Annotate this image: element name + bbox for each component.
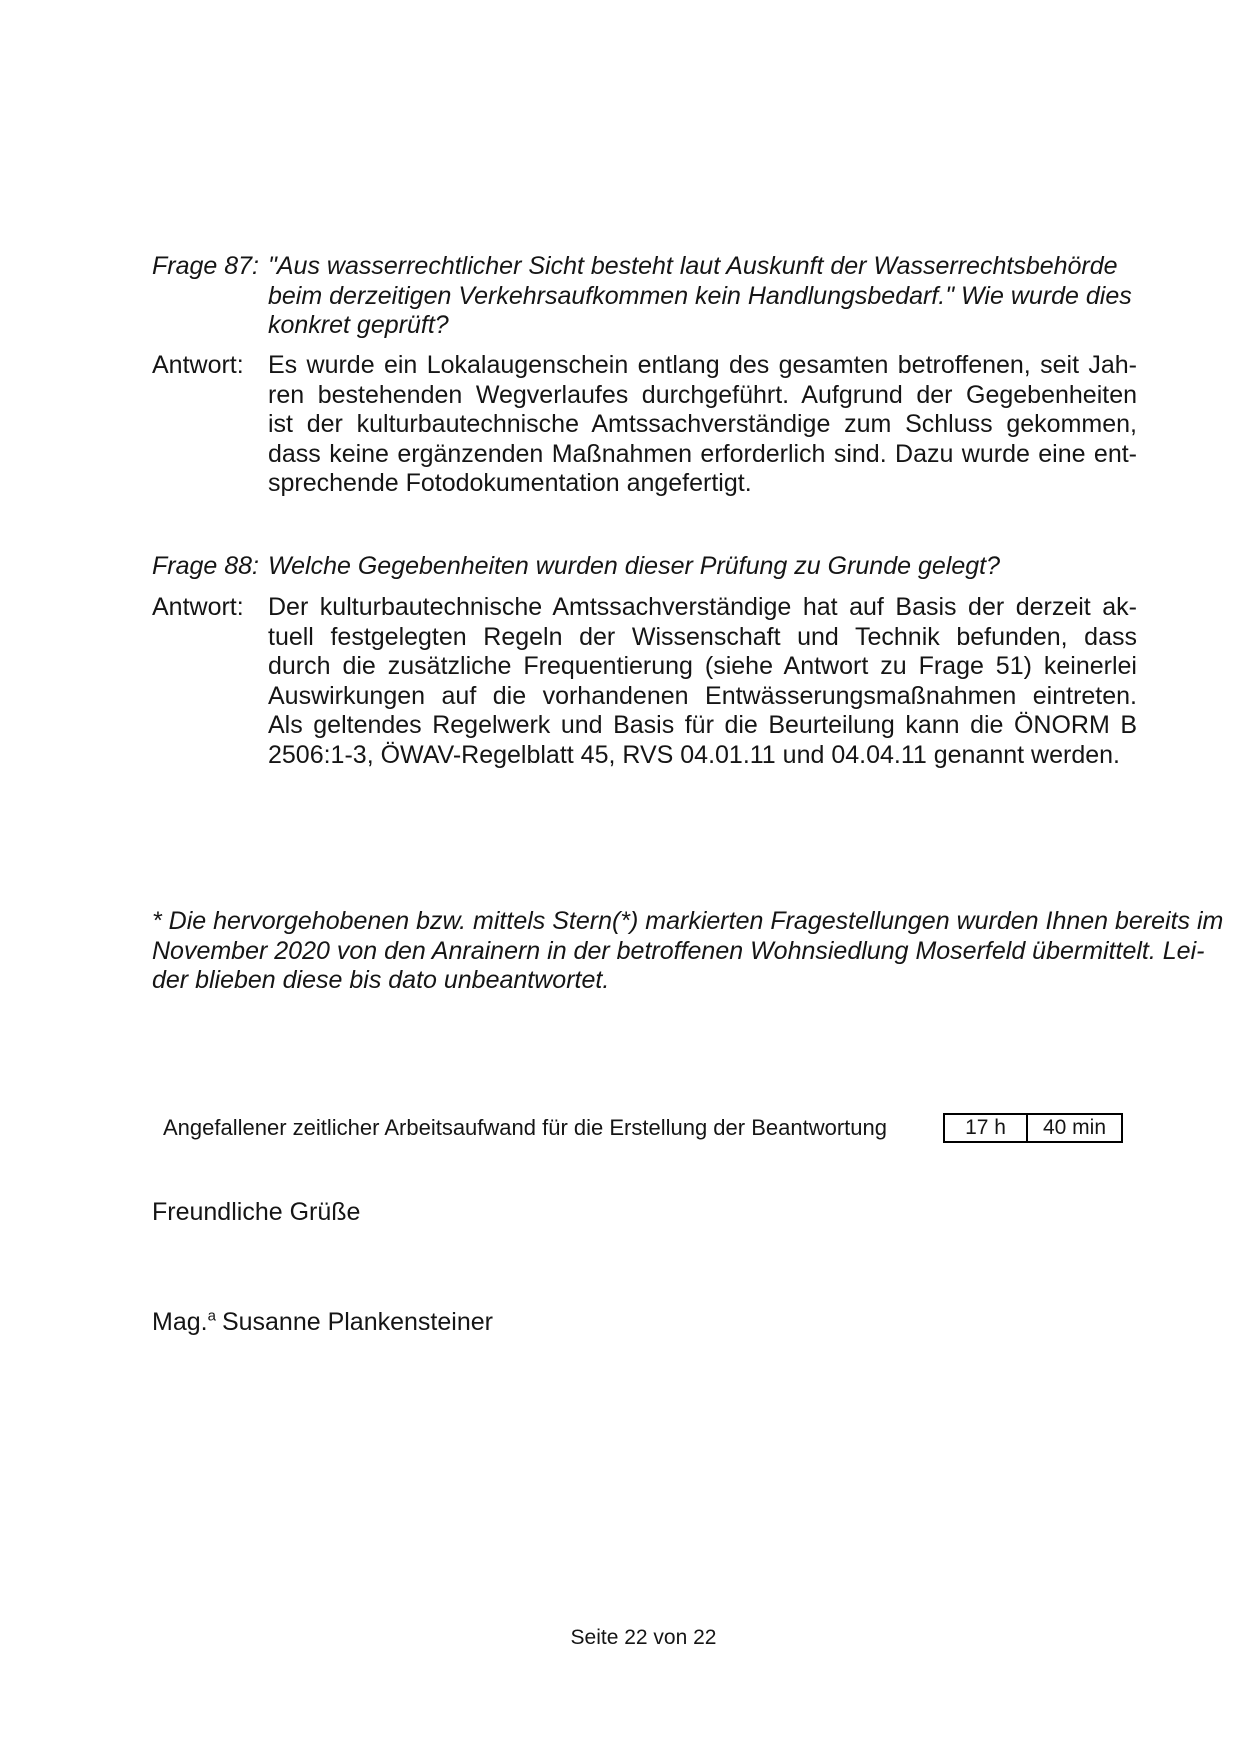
question-88-label: Frage 88:: [152, 552, 260, 580]
text-line: "Aus wasserrechtlicher Sicht besteht laut Auskunft der Wasserrechtsbehörde: [268, 252, 1118, 280]
text-line: November 2020 von den Anrainern in der betroffenen Wohnsiedlung Moserfeld übermittelt. Lei-: [152, 936, 1205, 965]
closing-greeting: Freundliche Grüße: [152, 1198, 361, 1226]
text-line: sprechende Fotodokumentation angefertigt.: [268, 469, 752, 497]
answer-88-text: [268, 593, 1137, 770]
star-footnote: [152, 907, 1224, 996]
signature-line: [152, 1308, 493, 1338]
signature-name: Susanne Plankensteiner: [221, 1308, 493, 1336]
text-line: ren bestehenden Wegverlaufes durchgeführt. Aufgrund der Gegebenheiten: [268, 380, 1137, 409]
question-87-block: [152, 252, 1137, 341]
text-line: Welche Gegebenheiten wurden dieser Prüfung zu Grunde gelegt?: [268, 552, 1000, 580]
question-87-label: Frage 87:: [152, 252, 260, 280]
answer-87-label: Antwort:: [152, 351, 244, 379]
question-87-text: [268, 252, 1137, 341]
question-88-block: [152, 552, 1137, 582]
text-line: Auswirkungen auf die vorhandenen Entwässerungsmaßnahmen eintreten.: [268, 681, 1137, 710]
text-line: tuell festgelegten Regeln der Wissenschaft und Technik befunden, dass: [268, 622, 1137, 651]
answer-87-block: [152, 351, 1137, 499]
text-line: ist der kulturbautechnische Amtssachverständige zum Schluss gekommen,: [268, 410, 1137, 438]
text-line: Der kulturbautechnische Amtssachverständige hat auf Basis der derzeit ak-: [268, 593, 1137, 621]
text-line: der blieben diese bis dato unbeantwortet.: [152, 966, 610, 994]
text-line: durch die zusätzliche Frequentierung (siehe Antwort zu Frage 51) keinerlei: [268, 652, 1137, 680]
page-number: Seite 22 von 22: [570, 1626, 717, 1649]
answer-87-text: [268, 351, 1137, 499]
answer-88-block: [152, 593, 1137, 770]
signature-title: Mag.: [152, 1308, 208, 1336]
text-line: Als geltendes Regelwerk und Basis für die Beurteilung kann die ÖNORM B: [268, 711, 1137, 739]
text-line: * Die hervorgehobenen bzw. mittels Stern(*) markierten Fragestellungen wurden Ihnen bereits im: [152, 907, 1224, 935]
answer-88-label: Antwort:: [152, 593, 244, 621]
text-line: dass keine ergänzenden Maßnahmen erforderlich sind. Dazu wurde eine ent-: [268, 439, 1137, 468]
question-88-text: [268, 552, 1137, 582]
text-line: Es wurde ein Lokalaugenschein entlang des gesamten betroffenen, seit Jah-: [268, 351, 1137, 379]
text-line: konkret geprüft?: [268, 311, 449, 339]
effort-minutes-cell: 40 min: [1026, 1115, 1121, 1141]
effort-time-table: [943, 1113, 1123, 1143]
effort-hours-cell: 17 h: [965, 1116, 1006, 1139]
text-line: beim derzeitigen Verkehrsaufkommen kein Handlungsbedarf." Wie wurde dies: [268, 281, 1132, 310]
signature-title-superscript: a: [207, 1307, 216, 1325]
text-line: 2506:1-3, ÖWAV-Regelblatt 45, RVS 04.01.11 und 04.04.11 genannt werden.: [268, 740, 1120, 769]
effort-label: Angefallener zeitlicher Arbeitsaufwand für die Erstellung der Beantwortung: [163, 1115, 887, 1140]
